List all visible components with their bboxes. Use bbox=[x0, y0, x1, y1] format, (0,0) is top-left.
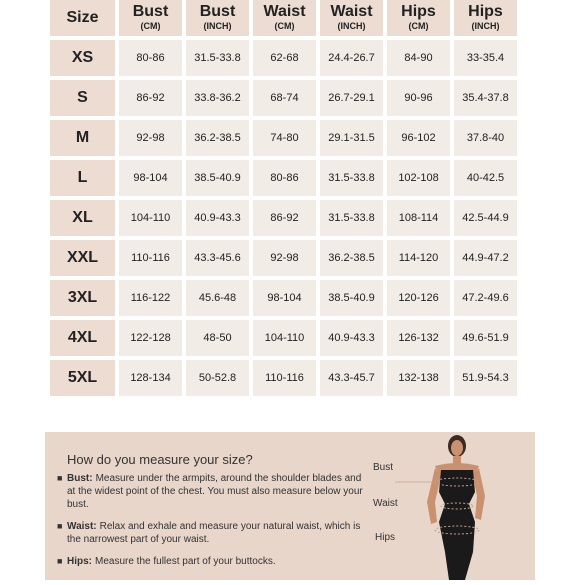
table-cell: 86-92 bbox=[253, 200, 316, 236]
table-cell: 45.6-48 bbox=[186, 280, 249, 316]
table-cell: 37.8-40 bbox=[454, 120, 517, 156]
face-shape bbox=[451, 440, 463, 456]
table-cell: 116-122 bbox=[119, 280, 182, 316]
table-cell: 40.9-43.3 bbox=[320, 320, 383, 356]
waist-label: Waist bbox=[373, 498, 398, 509]
size-label: S bbox=[50, 80, 115, 116]
table-cell: 31.5-33.8 bbox=[186, 40, 249, 76]
guide-item-waist bbox=[57, 520, 367, 546]
guide-title: How do you measure your size? bbox=[67, 452, 253, 467]
column-header bbox=[454, 0, 517, 36]
table-cell: 43.3-45.7 bbox=[320, 360, 383, 396]
guide-text: Measure under the armpits, around the shoulder blades and at the widest point of the chest. You must also measure below your bust. bbox=[67, 473, 363, 510]
column-header-unit: (CM) bbox=[408, 21, 429, 32]
guide-item-hips bbox=[57, 555, 367, 568]
column-header-unit: (INCH) bbox=[203, 21, 232, 32]
table-cell: 110-116 bbox=[253, 360, 316, 396]
size-label: 4XL bbox=[50, 320, 115, 356]
table-cell: 120-126 bbox=[387, 280, 450, 316]
size-chart-table bbox=[50, 0, 517, 396]
table-cell: 80-86 bbox=[119, 40, 182, 76]
column-header-label: Bust bbox=[199, 3, 236, 21]
guide-text: Relax and exhale and measure your natural waist, which is the narrowest part of your waist. bbox=[67, 521, 361, 545]
table-cell: 31.5-33.8 bbox=[320, 200, 383, 236]
table-cell: 38.5-40.9 bbox=[320, 280, 383, 316]
bullet-icon: ■ bbox=[57, 473, 63, 483]
column-header bbox=[320, 0, 383, 36]
table-cell: 42.5-44.9 bbox=[454, 200, 517, 236]
size-label: L bbox=[50, 160, 115, 196]
table-cell: 50-52.8 bbox=[186, 360, 249, 396]
table-cell: 33-35.4 bbox=[454, 40, 517, 76]
left-arm-shape bbox=[427, 468, 441, 524]
right-arm-shape bbox=[473, 468, 485, 520]
column-header-label: Waist bbox=[263, 3, 306, 21]
column-header-unit: (INCH) bbox=[337, 21, 366, 32]
table-cell: 98-104 bbox=[119, 160, 182, 196]
guide-term: Waist: bbox=[67, 521, 97, 532]
table-cell: 38.5-40.9 bbox=[186, 160, 249, 196]
table-cell: 26.7-29.1 bbox=[320, 80, 383, 116]
column-header bbox=[186, 0, 249, 36]
table-cell: 62-68 bbox=[253, 40, 316, 76]
size-label: 3XL bbox=[50, 280, 115, 316]
table-cell: 36.2-38.5 bbox=[186, 120, 249, 156]
column-header bbox=[387, 0, 450, 36]
table-cell: 36.2-38.5 bbox=[320, 240, 383, 276]
table-cell: 80-86 bbox=[253, 160, 316, 196]
bullet-icon: ■ bbox=[57, 556, 63, 566]
table-cell: 104-110 bbox=[253, 320, 316, 356]
table-cell: 132-138 bbox=[387, 360, 450, 396]
column-header bbox=[119, 0, 182, 36]
table-cell: 40.9-43.3 bbox=[186, 200, 249, 236]
size-label: XXL bbox=[50, 240, 115, 276]
column-header-unit: (INCH) bbox=[471, 21, 500, 32]
guide-term: Bust: bbox=[67, 473, 93, 484]
table-cell: 51.9-54.3 bbox=[454, 360, 517, 396]
table-cell: 102-108 bbox=[387, 160, 450, 196]
table-cell: 43.3-45.6 bbox=[186, 240, 249, 276]
guide-bullets bbox=[57, 472, 367, 577]
neck-shape bbox=[453, 456, 461, 464]
table-cell: 48-50 bbox=[186, 320, 249, 356]
bodysuit-shape bbox=[439, 470, 475, 580]
table-cell: 122-128 bbox=[119, 320, 182, 356]
column-header-unit: (CM) bbox=[274, 21, 295, 32]
table-cell: 96-102 bbox=[387, 120, 450, 156]
table-cell: 114-120 bbox=[387, 240, 450, 276]
table-cell: 49.6-51.9 bbox=[454, 320, 517, 356]
table-cell: 84-90 bbox=[387, 40, 450, 76]
column-header-unit: (CM) bbox=[140, 21, 161, 32]
table-cell: 33.8-36.2 bbox=[186, 80, 249, 116]
table-cell: 126-132 bbox=[387, 320, 450, 356]
table-cell: 92-98 bbox=[253, 240, 316, 276]
table-cell: 31.5-33.8 bbox=[320, 160, 383, 196]
table-cell: 108-114 bbox=[387, 200, 450, 236]
table-cell: 98-104 bbox=[253, 280, 316, 316]
size-label: M bbox=[50, 120, 115, 156]
table-cell: 40-42.5 bbox=[454, 160, 517, 196]
table-cell: 92-98 bbox=[119, 120, 182, 156]
column-header-label: Waist bbox=[330, 3, 373, 21]
column-header-label: Hips bbox=[401, 3, 436, 21]
table-cell: 47.2-49.6 bbox=[454, 280, 517, 316]
size-label: 5XL bbox=[50, 360, 115, 396]
table-cell: 86-92 bbox=[119, 80, 182, 116]
bullet-icon: ■ bbox=[57, 521, 63, 531]
size-column-header: Size bbox=[50, 0, 115, 36]
table-cell: 128-134 bbox=[119, 360, 182, 396]
guide-text: Measure the fullest part of your buttocks. bbox=[95, 556, 276, 567]
table-cell: 29.1-31.5 bbox=[320, 120, 383, 156]
table-cell: 74-80 bbox=[253, 120, 316, 156]
column-header-label: Hips bbox=[468, 3, 503, 21]
hips-label: Hips bbox=[375, 532, 396, 543]
size-label: XL bbox=[50, 200, 115, 236]
table-cell: 104-110 bbox=[119, 200, 182, 236]
column-header-label: Bust bbox=[132, 3, 169, 21]
table-cell: 35.4-37.8 bbox=[454, 80, 517, 116]
bust-label: Bust bbox=[373, 462, 394, 473]
table-cell: 90-96 bbox=[387, 80, 450, 116]
table-cell: 24.4-26.7 bbox=[320, 40, 383, 76]
guide-term: Hips: bbox=[67, 556, 92, 567]
guide-item-bust bbox=[57, 472, 367, 511]
body-figure bbox=[373, 432, 535, 580]
table-cell: 68-74 bbox=[253, 80, 316, 116]
size-label: XS bbox=[50, 40, 115, 76]
body-figure-illustration bbox=[395, 432, 535, 580]
table-cell: 44.9-47.2 bbox=[454, 240, 517, 276]
column-header bbox=[253, 0, 316, 36]
table-cell: 110-116 bbox=[119, 240, 182, 276]
